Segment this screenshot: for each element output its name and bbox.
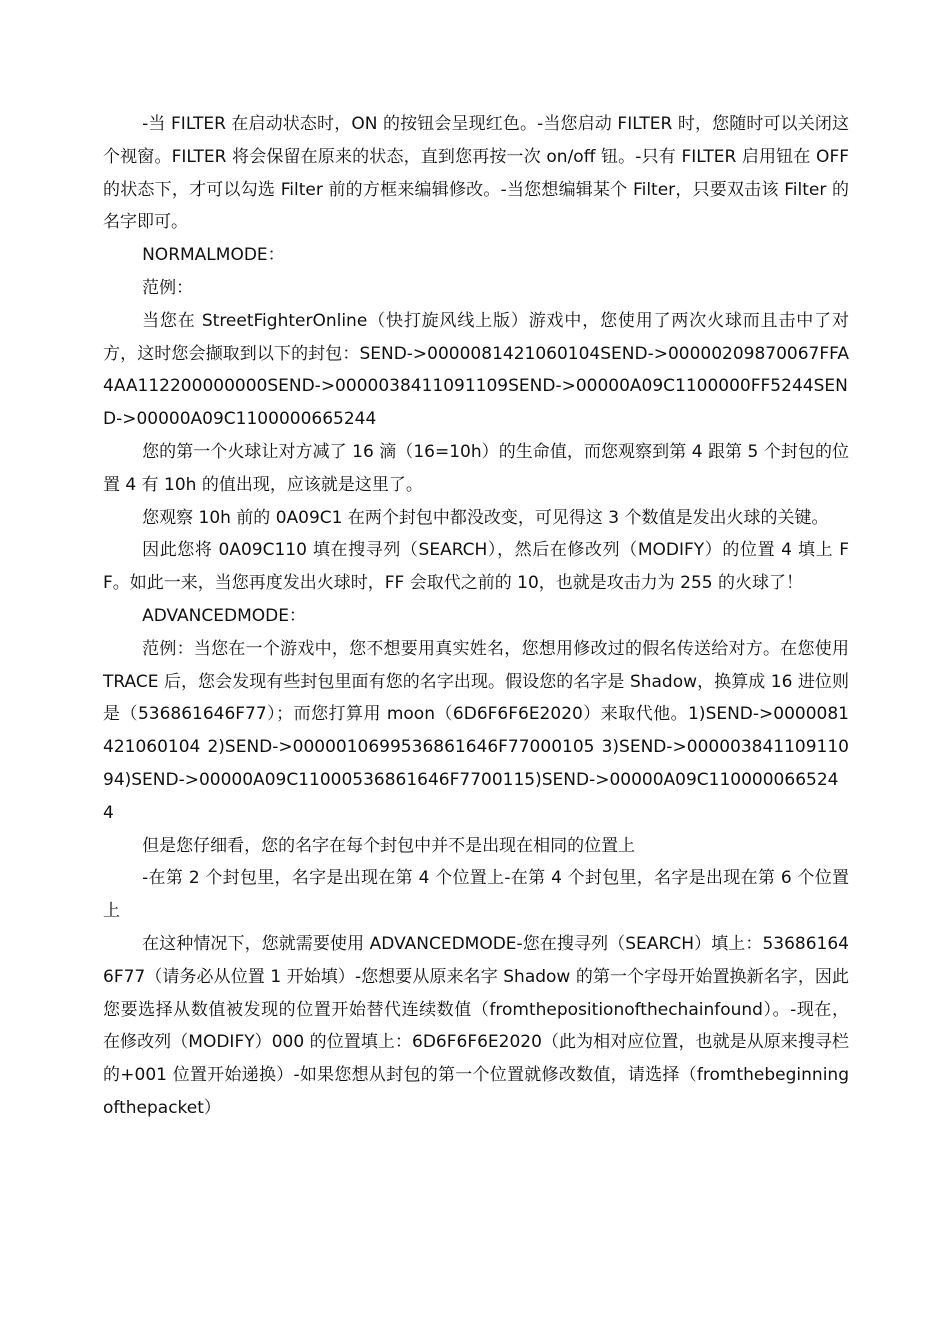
paragraph-advanced-example: 范例：当您在一个游戏中，您不想要用真实姓名，您想用修改过的假名传送给对方。在您使用 TRACE 后，您会发现有些封包里面有您的名字出现。假设您的名字是 Shadow，换算成 16 进位则是（536861646F77）；而您打算用 moon（6D6F6F6E2020）来取代他。1)SEND->0000081421060104 2)SEND->0000010699536861646F77000105 3)SEND->00000384110911094)SEND->00000A09C11000536861646F7700115)SEND->00000A09C1100000665244	[103, 638, 849, 823]
paragraph-name-positions: 但是您仔细看，您的名字在每个封包中并不是出现在相同的位置上	[142, 835, 636, 856]
paragraph-advanced-instructions: 在这种情况下，您就需要使用 ADVANCEDMODE-您在搜寻列（SEARCH）填上：536861646F77（请务必从位置 1 开始填）-您想要从原来名字 Shadow 的第一个字母开始置换新名字，因此您要选择从数值被发现的位置开始替代连续数值（fromthepositionofthechainfound）。-现在，在修改列（MODIFY）000 的位置填上：6D6F6F6E2020（此为相对应位置，也就是从原来搜寻栏的+001 位置开始递换）-如果您想从封包的第一个位置就修改数值，请选择（fromthebeginningofthepacket）	[103, 933, 849, 1118]
paragraph-filter-intro: -当 FILTER 在启动状态时，ON 的按钮会呈现红色。-当您启动 FILTER 时，您随时可以关闭这个视窗。FILTER 将会保留在原来的状态，直到您再按一次 on/off 钮。-只有 FILTER 启用钮在 OFF 的状态下，才可以勾选 Filter 前的方框来编辑修改。-当您想编辑某个 Filter，只要双击该 Filter 的名字即可。	[103, 114, 849, 233]
paragraph-observe-key-values: 您观察 10h 前的 0A09C1 在两个封包中都没改变，可见得这 3 个数值是发出火球的关键。	[142, 507, 829, 528]
heading-advanced-mode: ADVANCEDMODE：	[142, 605, 306, 626]
document-page	[103, 108, 849, 1125]
heading-normal-mode: NORMALMODE：	[142, 245, 285, 266]
paragraph-search-modify: 因此您将 0A09C110 填在搜寻列（SEARCH），然后在修改列（MODIFY）的位置 4 填上 FF。如此一来，当您再度发出火球时，FF 会取代之前的 10，也就是攻击力为 255 的火球了！	[103, 540, 849, 594]
paragraph-first-fireball: 您的第一个火球让对方减了 16 滴（16=10h）的生命值，而您观察到第 4 跟第 5 个封包的位置 4 有 10h 的值出现，应该就是这里了。	[103, 441, 849, 495]
paragraph-packet-positions: -在第 2 个封包里，名字是出现在第 4 个位置上-在第 4 个封包里，名字是出现在第 6 个位置上	[103, 868, 849, 922]
label-example: 范例：	[142, 277, 194, 298]
paragraph-street-fighter-example: 当您在 StreetFighterOnline（快打旋风线上版）游戏中，您使用了两次火球而且击中了对方，这时您会撷取到以下的封包：SEND->0000081421060104SEND->00000209870067FFA4AA112200000000SEND->0000038411091109SEND->00000A09C1100000FF5244SEND->00000A09C1100000665244	[103, 310, 849, 430]
